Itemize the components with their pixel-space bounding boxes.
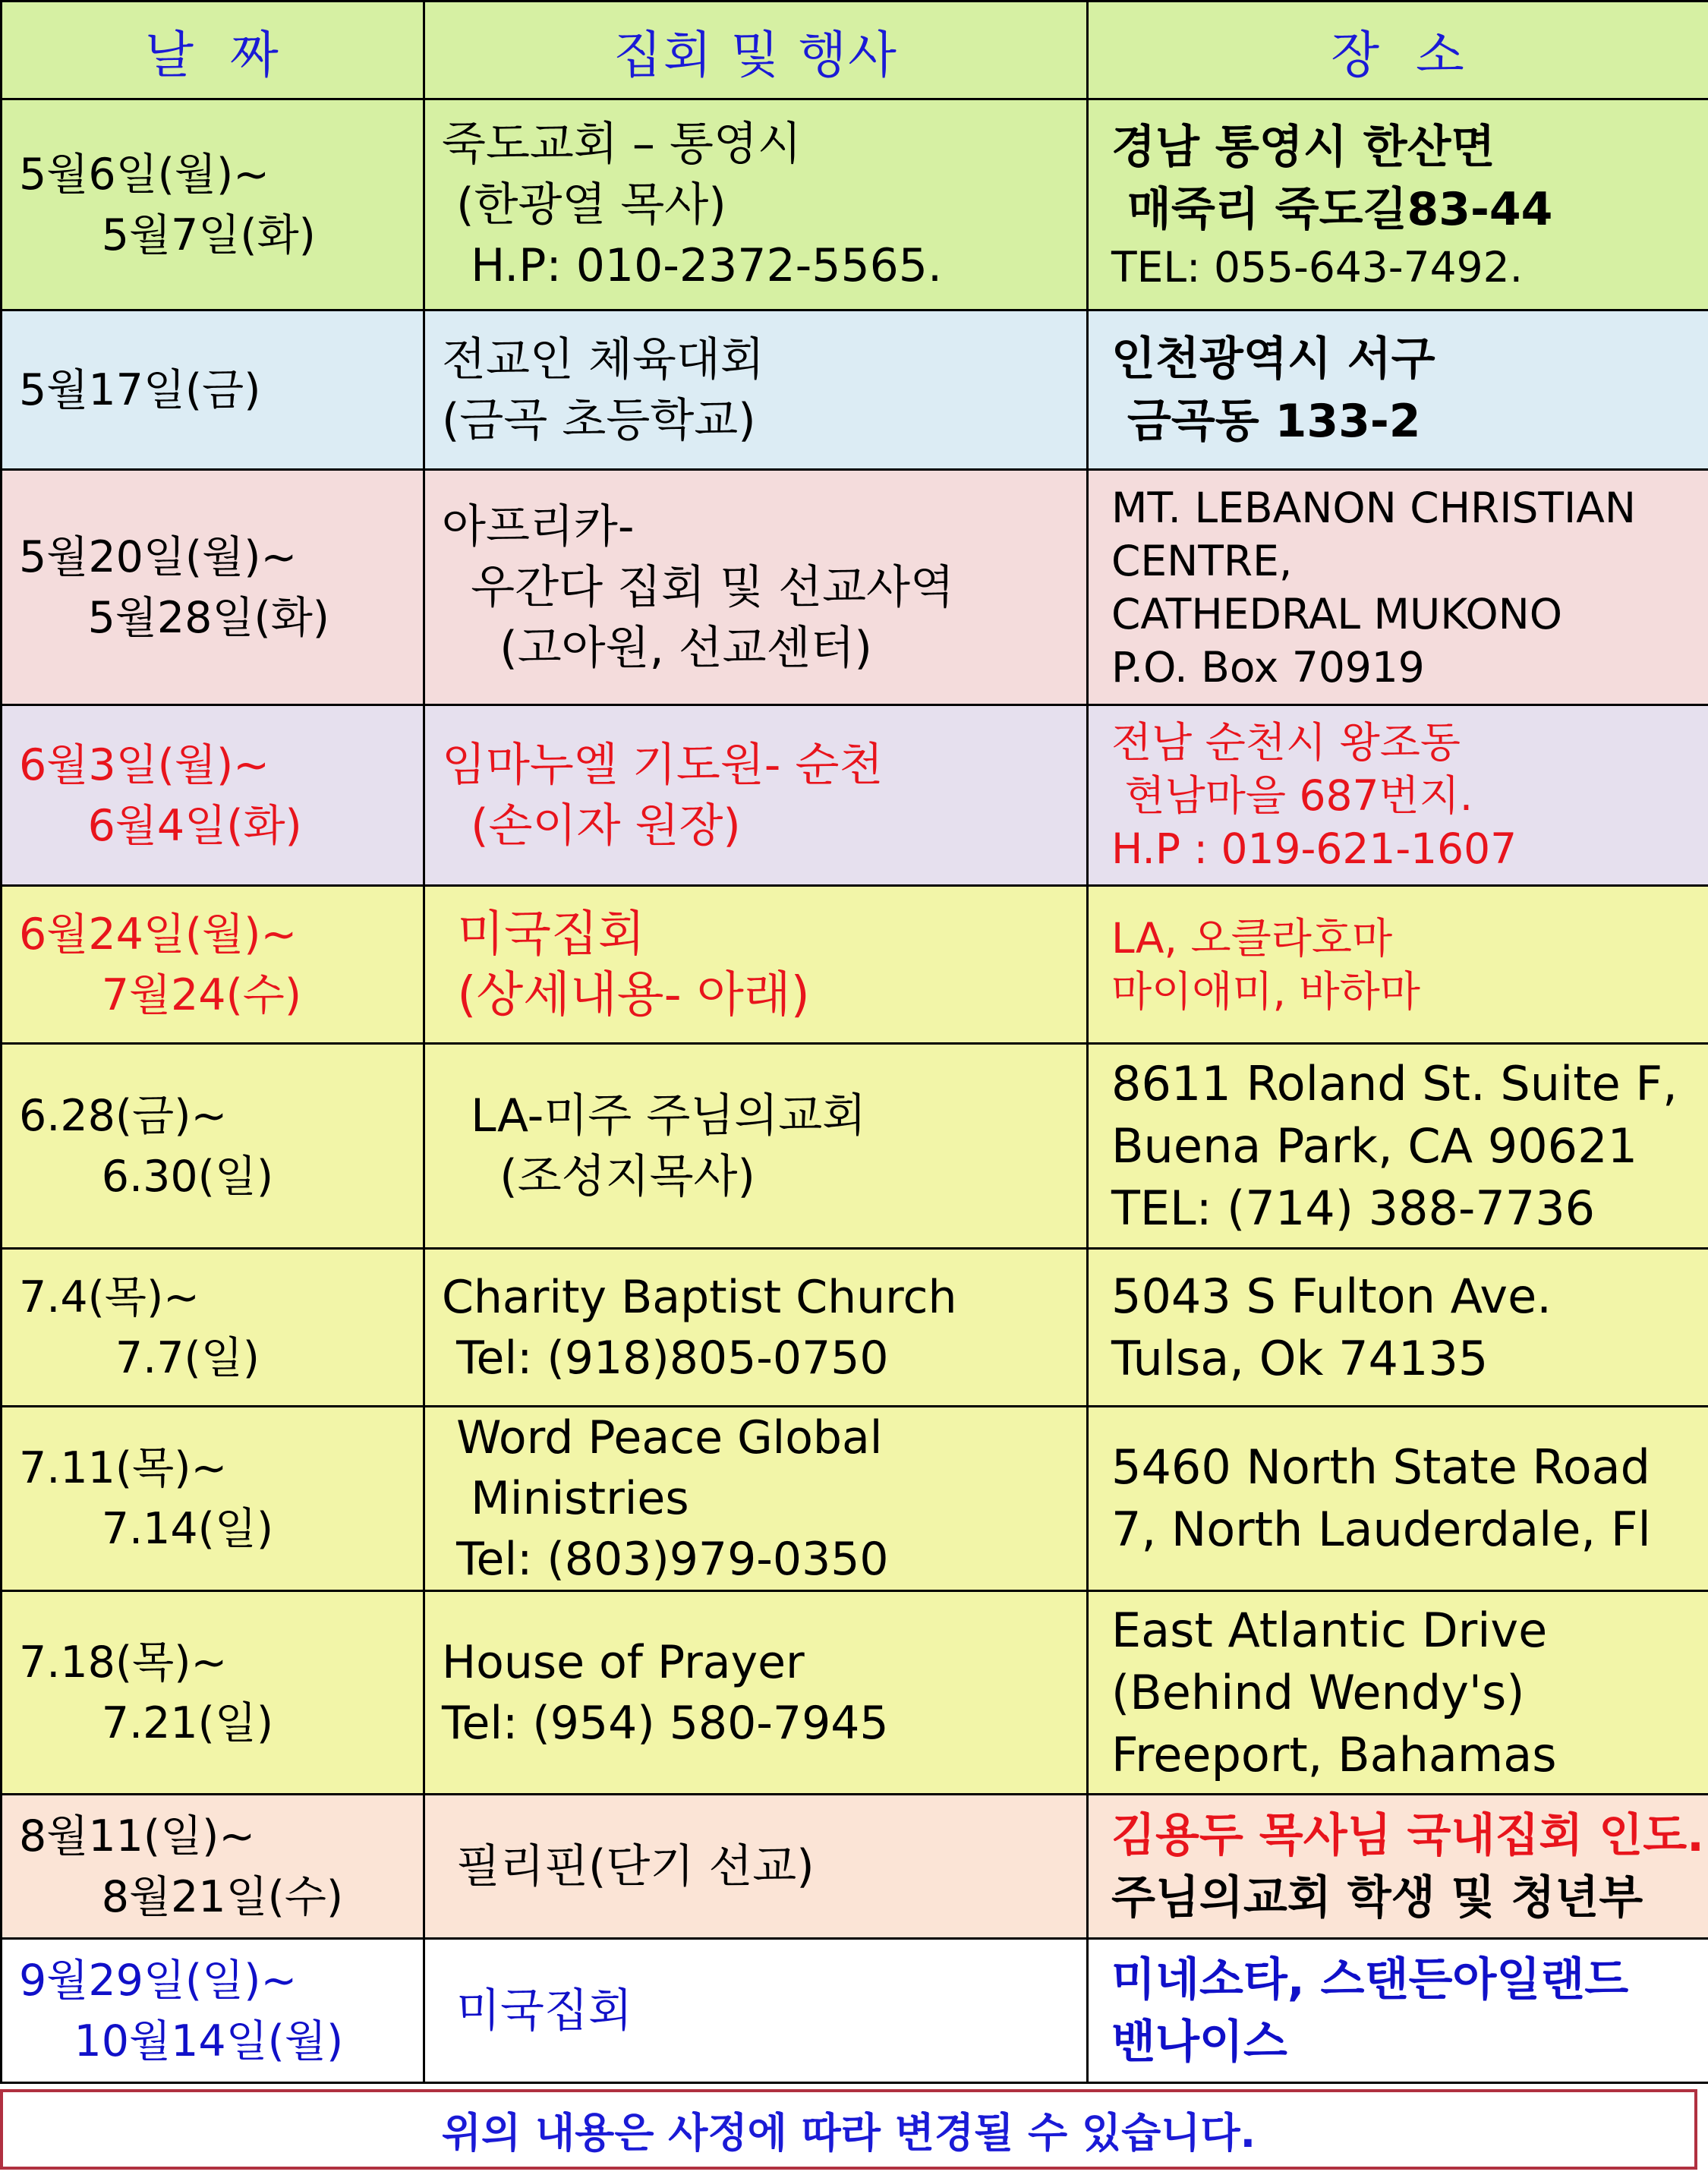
place-line: 주님의교회 학생 및 청년부 xyxy=(1111,1871,1643,1924)
date-line: 6월24일(월)~ xyxy=(19,909,298,960)
event-line: Word Peace Global xyxy=(442,1411,883,1464)
footer-notice xyxy=(0,2089,1697,2170)
date-line: 7.7(일) xyxy=(19,1332,260,1383)
table-row xyxy=(2,1939,1708,2083)
place-line: 금곡동 133-2 xyxy=(1111,394,1421,448)
place-line: 매죽리 죽도길83-44 xyxy=(1111,182,1553,236)
place-line: Tulsa, Ok 74135 xyxy=(1111,1330,1489,1386)
event-cell xyxy=(424,1795,1088,1939)
footer-text: 위의 내용은 사정에 따라 변경될 수 있습니다. xyxy=(441,2108,1256,2157)
place-cell xyxy=(1088,310,1708,470)
place-line: 현남마을 687번지. xyxy=(1111,771,1473,820)
place-line: 마이애미, 바하마 xyxy=(1111,966,1420,1016)
date-cell xyxy=(2,705,424,886)
event-line: (조성지목사) xyxy=(442,1149,755,1203)
date-cell xyxy=(2,470,424,705)
place-line: CENTRE, xyxy=(1111,536,1293,585)
event-cell xyxy=(424,310,1088,470)
event-cell xyxy=(424,1249,1088,1407)
date-line: 5월6일(월)~ xyxy=(19,149,269,200)
date-cell xyxy=(2,1249,424,1407)
place-cell xyxy=(1088,1407,1708,1591)
place-line: CATHEDRAL MUKONO xyxy=(1111,589,1563,638)
place-line: 7, North Lauderdale, Fl xyxy=(1111,1502,1651,1557)
place-cell xyxy=(1088,886,1708,1044)
event-line: H.P: 010-2372-5565. xyxy=(442,238,943,292)
place-line: TEL: 055-643-7492. xyxy=(1111,242,1524,292)
event-line: Tel: (918)805-0750 xyxy=(442,1331,889,1385)
event-cell xyxy=(424,1591,1088,1795)
event-cell xyxy=(424,470,1088,705)
date-line: 7월24(수) xyxy=(19,969,302,1020)
place-line: LA, 오클라호마 xyxy=(1111,913,1393,963)
event-line: (금곡 초등학교) xyxy=(442,393,756,447)
place-line: P.O. Box 70919 xyxy=(1111,642,1425,692)
event-line: (상세내용- 아래) xyxy=(442,966,810,1023)
date-line: 6월3일(월)~ xyxy=(19,739,269,790)
date-cell xyxy=(2,1939,424,2083)
place-line: MT. LEBANON CHRISTIAN xyxy=(1111,483,1636,532)
date-line: 6월4일(화) xyxy=(19,800,302,851)
date-cell xyxy=(2,99,424,310)
event-line: Tel: (803)979-0350 xyxy=(442,1533,889,1586)
place-line: 전남 순천시 왕조동 xyxy=(1111,717,1461,767)
event-line: 임마누엘 기도원- 순천 xyxy=(442,738,884,792)
event-line: 미국집회 xyxy=(442,906,645,963)
event-cell xyxy=(424,1939,1088,2083)
header-row xyxy=(2,2,1708,99)
date-line: 7.14(일) xyxy=(19,1504,274,1554)
place-cell xyxy=(1088,1044,1708,1249)
place-line: TEL: (714) 388-7736 xyxy=(1111,1180,1596,1236)
date-line: 5월17일(금) xyxy=(19,364,261,415)
place-cell xyxy=(1088,99,1708,310)
event-line: 우간다 집회 및 선교사역 xyxy=(442,560,954,614)
place-line: 5460 North State Road xyxy=(1111,1439,1651,1495)
event-line: 전교인 체육대회 xyxy=(442,333,764,386)
table-row xyxy=(2,470,1708,705)
place-cell xyxy=(1088,470,1708,705)
event-cell xyxy=(424,886,1088,1044)
event-line: (한광열 목사) xyxy=(442,178,726,232)
event-line: (손이자 원장) xyxy=(442,799,741,853)
date-line: 7.18(목)~ xyxy=(19,1637,228,1688)
date-line: 10월14일(월) xyxy=(19,2016,344,2066)
date-cell xyxy=(2,1407,424,1591)
event-line: 미국집회 xyxy=(442,1984,632,2038)
date-line: 5월28일(화) xyxy=(19,592,330,643)
place-line: 김용두 목사님 국내집회 인도. xyxy=(1111,1808,1704,1862)
event-line: Tel: (954) 580-7945 xyxy=(442,1696,889,1750)
date-line: 8월21일(수) xyxy=(19,1871,344,1922)
place-line: 인천광역시 서구 xyxy=(1111,332,1435,386)
table-row xyxy=(2,1249,1708,1407)
date-cell xyxy=(2,886,424,1044)
place-line: Buena Park, CA 90621 xyxy=(1111,1117,1638,1174)
place-line: East Atlantic Drive xyxy=(1111,1602,1548,1658)
place-cell xyxy=(1088,705,1708,886)
place-line: 8611 Roland St. Suite F, xyxy=(1111,1055,1678,1111)
table-row xyxy=(2,310,1708,470)
place-cell xyxy=(1088,1939,1708,2083)
date-line: 5월7일(화) xyxy=(19,210,316,260)
table-row xyxy=(2,1591,1708,1795)
date-line: 8월11(일)~ xyxy=(19,1811,256,1861)
event-line: Ministries xyxy=(442,1472,689,1525)
date-line: 6.30(일) xyxy=(19,1151,274,1202)
date-cell xyxy=(2,1591,424,1795)
date-line: 7.4(목)~ xyxy=(19,1272,200,1322)
date-cell xyxy=(2,1044,424,1249)
event-line: Charity Baptist Church xyxy=(442,1270,957,1324)
table-row xyxy=(2,1044,1708,1249)
table-row xyxy=(2,1795,1708,1939)
place-cell xyxy=(1088,1249,1708,1407)
place-cell xyxy=(1088,1591,1708,1795)
event-line: 필리핀(단기 선교) xyxy=(442,1839,815,1893)
event-cell xyxy=(424,1044,1088,1249)
table-row xyxy=(2,99,1708,310)
event-cell xyxy=(424,99,1088,310)
place-line: (Behind Wendy's) xyxy=(1111,1664,1525,1720)
event-line: House of Prayer xyxy=(442,1635,805,1689)
place-line: 밴나이스 xyxy=(1111,2015,1287,2069)
header-event: 집회 및 행사 xyxy=(424,2,1088,99)
table-row xyxy=(2,705,1708,886)
date-line: 7.21(일) xyxy=(19,1697,274,1748)
header-place: 장 소 xyxy=(1088,2,1708,99)
table-row xyxy=(2,886,1708,1044)
date-line: 5월20일(월)~ xyxy=(19,531,298,582)
event-cell xyxy=(424,1407,1088,1591)
event-line: 죽도교회 – 통영시 xyxy=(442,117,802,171)
event-line: LA-미주 주님의교회 xyxy=(442,1089,867,1143)
place-line: Freeport, Bahamas xyxy=(1111,1726,1557,1782)
place-line: 미네소타, 스탠든아일랜드 xyxy=(1111,1953,1629,2006)
place-line: 5043 S Fulton Ave. xyxy=(1111,1268,1552,1324)
place-cell xyxy=(1088,1795,1708,1939)
date-cell xyxy=(2,310,424,470)
event-cell xyxy=(424,705,1088,886)
date-line: 6.28(금)~ xyxy=(19,1090,228,1141)
event-line: (고아원, 선교센터) xyxy=(442,621,872,675)
place-line: H.P : 019-621-1607 xyxy=(1111,824,1517,873)
table-row xyxy=(2,1407,1708,1591)
date-line: 7.11(목)~ xyxy=(19,1443,228,1493)
date-line: 9월29일(일)~ xyxy=(19,1955,298,2006)
place-line: 경남 통영시 한산면 xyxy=(1111,120,1495,174)
date-cell xyxy=(2,1795,424,1939)
header-date: 날 짜 xyxy=(2,2,424,99)
event-line: 아프리카- xyxy=(442,500,635,553)
